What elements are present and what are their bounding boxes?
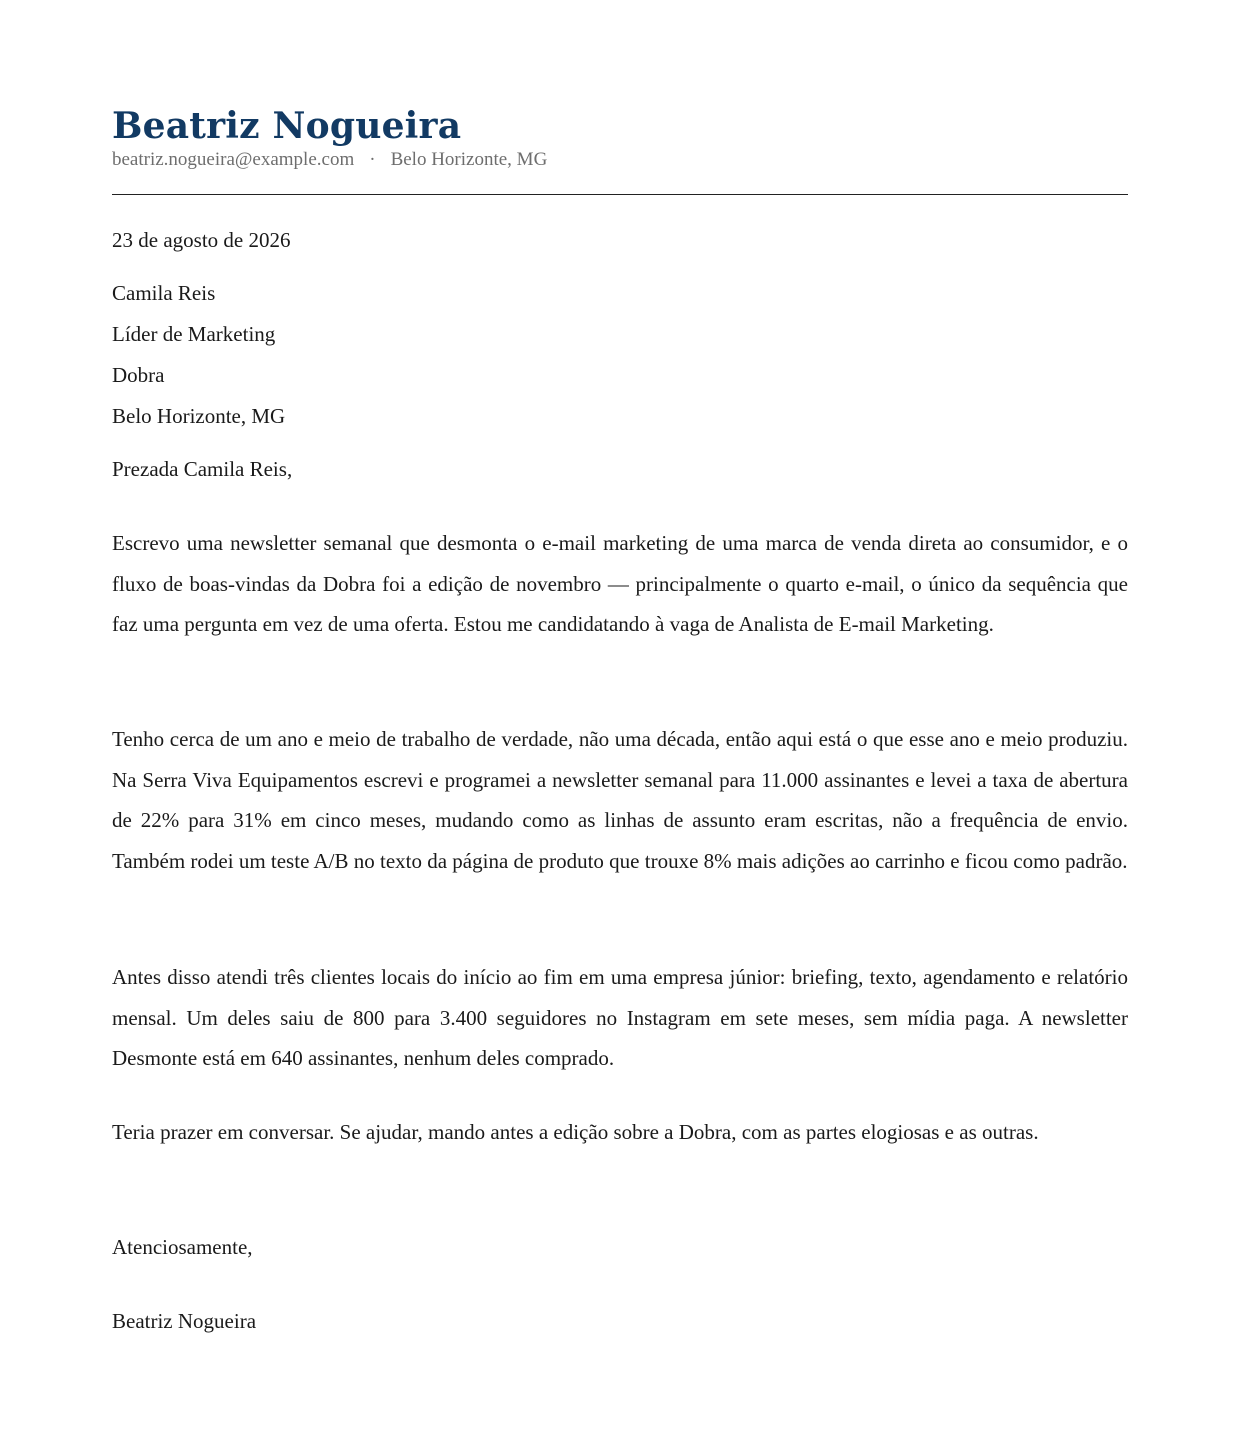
header-divider xyxy=(112,194,1128,195)
recipient-location: Belo Horizonte, MG xyxy=(112,404,286,428)
recipient-company: Dobra xyxy=(112,363,165,387)
closing: Atenciosamente, xyxy=(112,1235,253,1259)
body-paragraph-4: Teria prazer em conversar. Se ajudar, mando antes a edição sobre a Dobra, com as partes elogiosas e as outras. xyxy=(112,1120,1039,1144)
salutation: Prezada Camila Reis, xyxy=(112,457,293,481)
contact-separator: · xyxy=(369,149,376,170)
recipient-title: Líder de Marketing xyxy=(112,322,276,346)
sender-email: beatriz.nogueira@example.com xyxy=(112,149,355,170)
body-paragraph-2: Tenho cerca de um ano e meio de trabalho de verdade, não uma década, então aqui está o que esse ano e meio produziu. Na Serra Viva Equipamentos escrevi e programei a newsletter semanal para 11.000 assinantes e levei a taxa de abertura de 22% para 31% em cinco meses, mudando como as linhas de assunto eram escritas, não a frequência de envio. Também rodei um teste A/B no texto da página de produto que trouxe 8% mais adições ao carrinho e ficou como padrão. xyxy=(112,727,1128,874)
signature: Beatriz Nogueira xyxy=(112,1309,257,1333)
sender-name: Beatriz Nogueira xyxy=(112,105,462,147)
recipient-name: Camila Reis xyxy=(112,281,216,305)
body-paragraph-1: Escrevo uma newsletter semanal que desmonta o e-mail marketing de uma marca de venda direta ao consumidor, e o fluxo de boas-vindas da Dobra foi a edição de novembro — principalmente o quarto e-mail, o único da sequência que faz uma pergunta em vez de uma oferta. Estou me candidatando à vaga de Analista de E-mail Marketing. xyxy=(112,531,1128,637)
letter-date: 23 de agosto de 2026 xyxy=(112,228,291,252)
sender-location: Belo Horizonte, MG xyxy=(390,149,548,170)
contact-line xyxy=(112,148,547,172)
body-paragraph-3: Antes disso atendi três clientes locais do início ao fim em uma empresa júnior: briefing, texto, agendamento e relatório mensal. Um deles saiu de 800 para 3.400 seguidores no Instagram em sete meses, sem mídia paga. A newsletter Desmonte está em 640 assinantes, nenhum deles comprado. xyxy=(112,965,1128,1071)
